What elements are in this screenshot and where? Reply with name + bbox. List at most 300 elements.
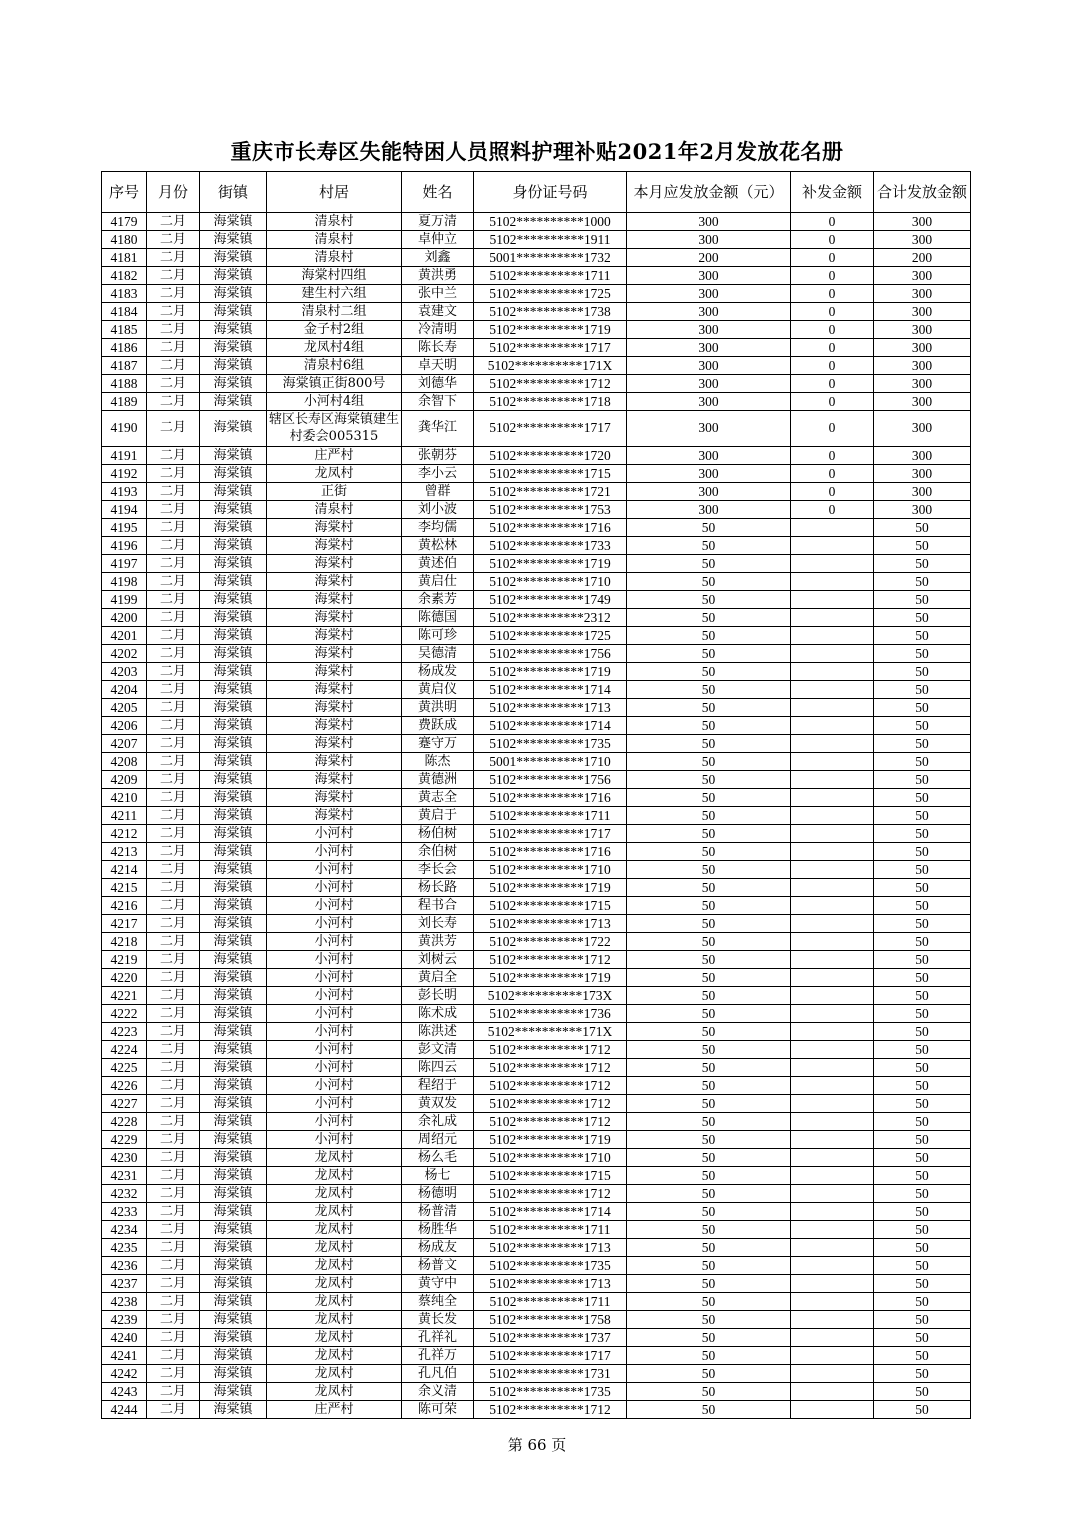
- cell-monthly-amount: 200: [627, 249, 791, 267]
- cell-name: 冷清明: [402, 321, 474, 339]
- cell-supplement: [791, 1167, 874, 1185]
- cell-monthly-amount: 50: [627, 807, 791, 825]
- cell-village: 海棠村: [267, 609, 402, 627]
- cell-monthly-amount: 50: [627, 1257, 791, 1275]
- cell-town: 海棠镇: [200, 699, 267, 717]
- cell-total: 300: [874, 411, 971, 447]
- cell-supplement: [791, 879, 874, 897]
- cell-index: 4229: [102, 1131, 147, 1149]
- cell-town: 海棠镇: [200, 843, 267, 861]
- cell-index: 4189: [102, 393, 147, 411]
- cell-index: 4202: [102, 645, 147, 663]
- cell-index: 4206: [102, 717, 147, 735]
- cell-supplement: [791, 843, 874, 861]
- cell-id-number: 5102**********1717: [474, 339, 627, 357]
- cell-total: 50: [874, 1221, 971, 1239]
- cell-town: 海棠镇: [200, 1077, 267, 1095]
- cell-month: 二月: [147, 1239, 200, 1257]
- table-row: [102, 951, 971, 969]
- cell-month: 二月: [147, 681, 200, 699]
- cell-id-number: 5102**********1731: [474, 1365, 627, 1383]
- cell-monthly-amount: 50: [627, 537, 791, 555]
- cell-village: 龙凤村4组: [267, 339, 402, 357]
- cell-total: 50: [874, 1023, 971, 1041]
- cell-monthly-amount: 50: [627, 717, 791, 735]
- table-row: [102, 1221, 971, 1239]
- cell-month: 二月: [147, 357, 200, 375]
- cell-id-number: 5102**********1711: [474, 267, 627, 285]
- cell-supplement: [791, 717, 874, 735]
- table-row: [102, 1347, 971, 1365]
- cell-id-number: 5102**********1713: [474, 1239, 627, 1257]
- cell-town: 海棠镇: [200, 1185, 267, 1203]
- cell-total: 50: [874, 897, 971, 915]
- cell-total: 50: [874, 1041, 971, 1059]
- cell-total: 50: [874, 555, 971, 573]
- cell-supplement: 0: [791, 447, 874, 465]
- cell-village: 正街: [267, 483, 402, 501]
- cell-supplement: [791, 807, 874, 825]
- cell-month: 二月: [147, 1185, 200, 1203]
- cell-month: 二月: [147, 915, 200, 933]
- cell-id-number: 5102**********1714: [474, 717, 627, 735]
- cell-index: 4209: [102, 771, 147, 789]
- cell-name: 黄松林: [402, 537, 474, 555]
- cell-name: 李长会: [402, 861, 474, 879]
- cell-index: 4183: [102, 285, 147, 303]
- cell-id-number: 5102**********1712: [474, 375, 627, 393]
- cell-month: 二月: [147, 591, 200, 609]
- cell-id-number: 5102**********1715: [474, 1167, 627, 1185]
- cell-supplement: 0: [791, 267, 874, 285]
- cell-name: 刘长寿: [402, 915, 474, 933]
- cell-monthly-amount: 300: [627, 357, 791, 375]
- cell-total: 50: [874, 915, 971, 933]
- cell-name: 刘鑫: [402, 249, 474, 267]
- cell-supplement: 0: [791, 375, 874, 393]
- cell-name: 蹇守万: [402, 735, 474, 753]
- cell-village: 清泉村6组: [267, 357, 402, 375]
- cell-name: 陈长寿: [402, 339, 474, 357]
- cell-total: 50: [874, 1059, 971, 1077]
- cell-name: 程书合: [402, 897, 474, 915]
- cell-town: 海棠镇: [200, 897, 267, 915]
- cell-supplement: 0: [791, 411, 874, 447]
- cell-monthly-amount: 50: [627, 1347, 791, 1365]
- cell-supplement: [791, 573, 874, 591]
- cell-month: 二月: [147, 987, 200, 1005]
- table-row: [102, 1293, 971, 1311]
- cell-total: 300: [874, 285, 971, 303]
- cell-total: 300: [874, 267, 971, 285]
- cell-index: 4188: [102, 375, 147, 393]
- cell-index: 4230: [102, 1149, 147, 1167]
- cell-monthly-amount: 50: [627, 699, 791, 717]
- cell-village: 小河村: [267, 825, 402, 843]
- cell-month: 二月: [147, 735, 200, 753]
- cell-supplement: [791, 537, 874, 555]
- cell-monthly-amount: 50: [627, 573, 791, 591]
- cell-monthly-amount: 50: [627, 1167, 791, 1185]
- cell-month: 二月: [147, 447, 200, 465]
- cell-monthly-amount: 50: [627, 1131, 791, 1149]
- table-row: [102, 699, 971, 717]
- cell-month: 二月: [147, 951, 200, 969]
- cell-id-number: 5102**********1738: [474, 303, 627, 321]
- cell-town: 海棠镇: [200, 1257, 267, 1275]
- cell-month: 二月: [147, 1077, 200, 1095]
- table-row: [102, 267, 971, 285]
- cell-monthly-amount: 50: [627, 825, 791, 843]
- cell-village: 龙凤村: [267, 1203, 402, 1221]
- cell-supplement: [791, 1221, 874, 1239]
- cell-index: 4217: [102, 915, 147, 933]
- cell-town: 海棠镇: [200, 753, 267, 771]
- table-row: [102, 771, 971, 789]
- cell-total: 300: [874, 501, 971, 519]
- cell-monthly-amount: 50: [627, 1293, 791, 1311]
- cell-monthly-amount: 50: [627, 1005, 791, 1023]
- cell-town: 海棠镇: [200, 951, 267, 969]
- cell-index: 4241: [102, 1347, 147, 1365]
- table-row: [102, 447, 971, 465]
- table-row: [102, 1005, 971, 1023]
- cell-id-number: 5102**********1737: [474, 1329, 627, 1347]
- cell-monthly-amount: 50: [627, 1311, 791, 1329]
- cell-index: 4238: [102, 1293, 147, 1311]
- cell-supplement: 0: [791, 285, 874, 303]
- cell-total: 300: [874, 447, 971, 465]
- cell-id-number: 5102**********1717: [474, 1347, 627, 1365]
- cell-month: 二月: [147, 1167, 200, 1185]
- cell-total: 300: [874, 357, 971, 375]
- cell-village: 海棠村: [267, 735, 402, 753]
- table-row: [102, 339, 971, 357]
- cell-index: 4194: [102, 501, 147, 519]
- cell-index: 4187: [102, 357, 147, 375]
- table-row: [102, 1059, 971, 1077]
- cell-village: 龙凤村: [267, 1257, 402, 1275]
- cell-supplement: [791, 645, 874, 663]
- cell-town: 海棠镇: [200, 789, 267, 807]
- cell-month: 二月: [147, 1023, 200, 1041]
- cell-town: 海棠镇: [200, 483, 267, 501]
- table-row: [102, 1023, 971, 1041]
- cell-index: 4239: [102, 1311, 147, 1329]
- cell-index: 4205: [102, 699, 147, 717]
- cell-index: 4203: [102, 663, 147, 681]
- cell-total: 50: [874, 789, 971, 807]
- cell-id-number: 5102**********1733: [474, 537, 627, 555]
- cell-total: 50: [874, 627, 971, 645]
- cell-id-number: 5102**********1714: [474, 1203, 627, 1221]
- cell-town: 海棠镇: [200, 1383, 267, 1401]
- table-row: [102, 573, 971, 591]
- cell-total: 50: [874, 1311, 971, 1329]
- cell-index: 4192: [102, 465, 147, 483]
- cell-index: 4224: [102, 1041, 147, 1059]
- table-row: [102, 609, 971, 627]
- cell-id-number: 5102**********1714: [474, 681, 627, 699]
- cell-monthly-amount: 300: [627, 303, 791, 321]
- cell-monthly-amount: 300: [627, 285, 791, 303]
- table-row: [102, 933, 971, 951]
- cell-month: 二月: [147, 897, 200, 915]
- cell-total: 50: [874, 843, 971, 861]
- table-row: [102, 645, 971, 663]
- cell-town: 海棠镇: [200, 1131, 267, 1149]
- cell-village: 龙凤村: [267, 465, 402, 483]
- cell-town: 海棠镇: [200, 969, 267, 987]
- cell-month: 二月: [147, 1401, 200, 1419]
- cell-month: 二月: [147, 699, 200, 717]
- cell-village: 小河村: [267, 1095, 402, 1113]
- cell-monthly-amount: 50: [627, 879, 791, 897]
- cell-index: 4210: [102, 789, 147, 807]
- cell-index: 4231: [102, 1167, 147, 1185]
- cell-month: 二月: [147, 1221, 200, 1239]
- col-header-id-number: 身份证号码: [474, 172, 627, 213]
- cell-town: 海棠镇: [200, 285, 267, 303]
- table-row: [102, 969, 971, 987]
- cell-supplement: [791, 1005, 874, 1023]
- cell-village: 海棠村: [267, 771, 402, 789]
- cell-index: 4220: [102, 969, 147, 987]
- cell-village: 小河村: [267, 969, 402, 987]
- cell-supplement: [791, 735, 874, 753]
- cell-month: 二月: [147, 627, 200, 645]
- cell-monthly-amount: 50: [627, 1203, 791, 1221]
- cell-village: 小河村: [267, 915, 402, 933]
- cell-id-number: 5102**********1713: [474, 699, 627, 717]
- cell-supplement: 0: [791, 231, 874, 249]
- cell-village: 海棠村: [267, 753, 402, 771]
- cell-total: 50: [874, 1275, 971, 1293]
- cell-supplement: 0: [791, 321, 874, 339]
- cell-index: 4226: [102, 1077, 147, 1095]
- table-row: [102, 483, 971, 501]
- cell-supplement: [791, 1347, 874, 1365]
- cell-village: 海棠村: [267, 627, 402, 645]
- cell-supplement: [791, 1041, 874, 1059]
- cell-index: 4216: [102, 897, 147, 915]
- cell-supplement: [791, 987, 874, 1005]
- cell-month: 二月: [147, 375, 200, 393]
- cell-month: 二月: [147, 717, 200, 735]
- table-row: [102, 357, 971, 375]
- cell-supplement: 0: [791, 303, 874, 321]
- cell-name: 孔祥礼: [402, 1329, 474, 1347]
- table-row: [102, 591, 971, 609]
- cell-month: 二月: [147, 645, 200, 663]
- cell-month: 二月: [147, 1041, 200, 1059]
- cell-monthly-amount: 300: [627, 267, 791, 285]
- cell-total: 50: [874, 537, 971, 555]
- cell-supplement: [791, 897, 874, 915]
- cell-monthly-amount: 50: [627, 1023, 791, 1041]
- cell-index: 4211: [102, 807, 147, 825]
- cell-id-number: 5102**********1756: [474, 645, 627, 663]
- cell-name: 余素芳: [402, 591, 474, 609]
- cell-id-number: 5102**********1711: [474, 1293, 627, 1311]
- cell-town: 海棠镇: [200, 1239, 267, 1257]
- cell-supplement: [791, 555, 874, 573]
- cell-id-number: 5102**********1716: [474, 519, 627, 537]
- cell-monthly-amount: 50: [627, 1095, 791, 1113]
- cell-village: 龙凤村: [267, 1149, 402, 1167]
- cell-monthly-amount: 50: [627, 1383, 791, 1401]
- cell-town: 海棠镇: [200, 861, 267, 879]
- cell-monthly-amount: 50: [627, 555, 791, 573]
- cell-total: 50: [874, 609, 971, 627]
- cell-monthly-amount: 50: [627, 771, 791, 789]
- table-row: [102, 231, 971, 249]
- table-header-row: [102, 172, 971, 213]
- cell-index: 4236: [102, 1257, 147, 1275]
- cell-id-number: 5102**********1718: [474, 393, 627, 411]
- cell-total: 50: [874, 825, 971, 843]
- cell-id-number: 5102**********173X: [474, 987, 627, 1005]
- cell-monthly-amount: 50: [627, 1239, 791, 1257]
- cell-name: 杨普文: [402, 1257, 474, 1275]
- page-number: 第 66 页: [507, 1436, 567, 1454]
- cell-town: 海棠镇: [200, 1311, 267, 1329]
- col-header-month: 月份: [147, 172, 200, 213]
- cell-supplement: [791, 825, 874, 843]
- cell-id-number: 5102**********1911: [474, 231, 627, 249]
- table-row: [102, 807, 971, 825]
- cell-index: 4234: [102, 1221, 147, 1239]
- cell-village: 海棠村: [267, 573, 402, 591]
- cell-id-number: 5102**********1720: [474, 447, 627, 465]
- cell-month: 二月: [147, 663, 200, 681]
- cell-id-number: 5102**********1712: [474, 1041, 627, 1059]
- cell-village: 海棠镇正街800号: [267, 375, 402, 393]
- cell-town: 海棠镇: [200, 627, 267, 645]
- cell-total: 50: [874, 519, 971, 537]
- cell-town: 海棠镇: [200, 1401, 267, 1419]
- cell-monthly-amount: 50: [627, 915, 791, 933]
- table-row: [102, 537, 971, 555]
- cell-monthly-amount: 50: [627, 933, 791, 951]
- cell-month: 二月: [147, 789, 200, 807]
- cell-month: 二月: [147, 1059, 200, 1077]
- cell-id-number: 5102**********1710: [474, 573, 627, 591]
- cell-total: 50: [874, 1113, 971, 1131]
- document-title: 重庆市长寿区失能特困人员照料护理补贴2021年2月发放花名册: [230, 139, 844, 164]
- cell-supplement: [791, 771, 874, 789]
- cell-town: 海棠镇: [200, 1347, 267, 1365]
- cell-name: 吴德清: [402, 645, 474, 663]
- table-row: [102, 213, 971, 231]
- cell-name: 黄长发: [402, 1311, 474, 1329]
- cell-index: 4215: [102, 879, 147, 897]
- cell-monthly-amount: 50: [627, 1077, 791, 1095]
- cell-name: 孔祥万: [402, 1347, 474, 1365]
- cell-total: 50: [874, 1329, 971, 1347]
- cell-month: 二月: [147, 267, 200, 285]
- cell-id-number: 5102**********1719: [474, 969, 627, 987]
- cell-supplement: [791, 1113, 874, 1131]
- cell-monthly-amount: 50: [627, 1275, 791, 1293]
- cell-name: 黄述伯: [402, 555, 474, 573]
- cell-monthly-amount: 300: [627, 465, 791, 483]
- cell-month: 二月: [147, 393, 200, 411]
- cell-total: 50: [874, 933, 971, 951]
- cell-id-number: 5102**********1715: [474, 465, 627, 483]
- cell-village: 小河村: [267, 1113, 402, 1131]
- cell-village: 龙凤村: [267, 1221, 402, 1239]
- cell-town: 海棠镇: [200, 735, 267, 753]
- cell-total: 50: [874, 1095, 971, 1113]
- cell-town: 海棠镇: [200, 339, 267, 357]
- cell-month: 二月: [147, 339, 200, 357]
- cell-supplement: [791, 753, 874, 771]
- cell-village: 小河村4组: [267, 393, 402, 411]
- cell-name: 黄守中: [402, 1275, 474, 1293]
- cell-index: 4204: [102, 681, 147, 699]
- cell-village: 小河村: [267, 933, 402, 951]
- cell-supplement: [791, 591, 874, 609]
- cell-supplement: [791, 1239, 874, 1257]
- cell-village: 海棠村: [267, 519, 402, 537]
- table-row: [102, 249, 971, 267]
- cell-name: 黄启全: [402, 969, 474, 987]
- cell-month: 二月: [147, 933, 200, 951]
- cell-total: 50: [874, 1293, 971, 1311]
- cell-monthly-amount: 50: [627, 1185, 791, 1203]
- cell-total: 50: [874, 879, 971, 897]
- cell-town: 海棠镇: [200, 375, 267, 393]
- cell-monthly-amount: 300: [627, 375, 791, 393]
- table-row: [102, 321, 971, 339]
- cell-name: 余伯树: [402, 843, 474, 861]
- cell-village: 庄严村: [267, 1401, 402, 1419]
- cell-name: 杨德明: [402, 1185, 474, 1203]
- cell-monthly-amount: 50: [627, 789, 791, 807]
- cell-name: 夏万清: [402, 213, 474, 231]
- cell-month: 二月: [147, 573, 200, 591]
- cell-village: 庄严村: [267, 447, 402, 465]
- cell-month: 二月: [147, 825, 200, 843]
- table-row: [102, 519, 971, 537]
- table-row: [102, 1275, 971, 1293]
- cell-village: 建生村六组: [267, 285, 402, 303]
- cell-index: 4198: [102, 573, 147, 591]
- cell-id-number: 5102**********1717: [474, 825, 627, 843]
- table-row: [102, 501, 971, 519]
- cell-village: 小河村: [267, 1059, 402, 1077]
- cell-month: 二月: [147, 411, 200, 447]
- cell-village: 小河村: [267, 1077, 402, 1095]
- cell-name: 黄德洲: [402, 771, 474, 789]
- cell-index: 4221: [102, 987, 147, 1005]
- cell-monthly-amount: 300: [627, 213, 791, 231]
- cell-name: 陈术成: [402, 1005, 474, 1023]
- cell-town: 海棠镇: [200, 681, 267, 699]
- cell-village: 海棠村: [267, 717, 402, 735]
- cell-month: 二月: [147, 303, 200, 321]
- cell-name: 蔡纯全: [402, 1293, 474, 1311]
- cell-village: 龙凤村: [267, 1239, 402, 1257]
- cell-id-number: 5102**********1711: [474, 807, 627, 825]
- cell-monthly-amount: 300: [627, 231, 791, 249]
- cell-supplement: [791, 951, 874, 969]
- table-row: [102, 861, 971, 879]
- cell-town: 海棠镇: [200, 231, 267, 249]
- cell-total: 50: [874, 1239, 971, 1257]
- table-row: [102, 285, 971, 303]
